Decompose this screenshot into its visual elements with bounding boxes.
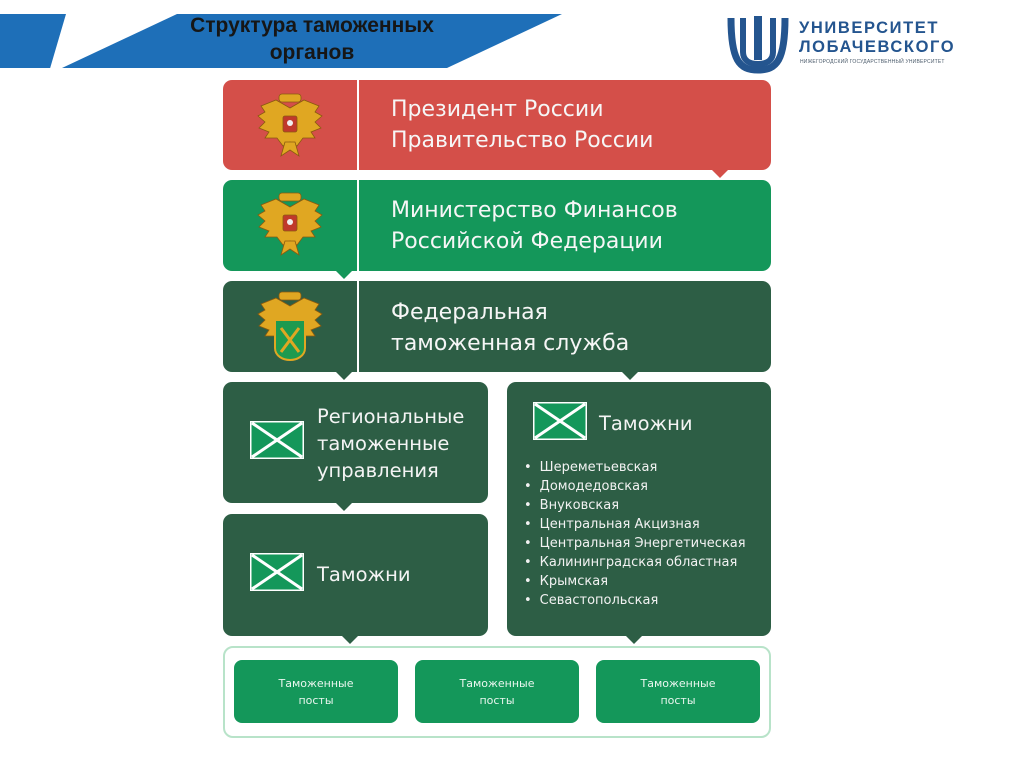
connector-arrow (335, 371, 353, 380)
fts-text (391, 297, 629, 359)
post-line-2: посты (660, 693, 696, 707)
connector-arrow (335, 502, 353, 511)
president-text (391, 94, 653, 156)
regional-line-3: управления (317, 459, 439, 482)
fts-box (223, 281, 771, 372)
list-item: • Крымская (524, 572, 746, 591)
list-item: • Севастопольская (524, 591, 746, 610)
customs-flag-icon (533, 402, 587, 440)
ministry-line-2: Российской Федерации (391, 229, 663, 254)
customs-left-label: Таможни (317, 563, 411, 586)
customs-emblem-icon (255, 290, 325, 362)
regional-line-1: Региональные (317, 405, 465, 428)
president-line-1: Президент России (391, 97, 604, 122)
regional-box (223, 382, 488, 503)
connector-arrow (621, 371, 639, 380)
regional-text (317, 403, 464, 484)
university-logo-icon (727, 12, 789, 74)
ministry-box (223, 180, 771, 271)
logo-line-1: УНИВЕРСИТЕТ (799, 19, 940, 37)
list-item: • Калининградская областная (524, 553, 746, 572)
president-box (223, 80, 771, 170)
list-item: • Центральная Энергетическая (524, 534, 746, 553)
customs-flag-icon (250, 421, 304, 459)
logo-subtitle: НИЖЕГОРОДСКИЙ ГОСУДАРСТВЕННЫЙ УНИВЕРСИТЕТ (800, 59, 945, 65)
customs-post-box (234, 660, 398, 723)
post-line-2: посты (479, 693, 515, 707)
logo-line-2: ЛОБАЧЕВСКОГО (799, 38, 956, 56)
list-item: • Шереметьевская (524, 458, 746, 477)
post-line-1: Таможенные (640, 676, 716, 690)
list-item: • Внуковская (524, 496, 746, 515)
customs-flag-icon (250, 553, 304, 591)
box-divider (357, 80, 359, 170)
connector-arrow (335, 270, 353, 279)
connector-arrow (711, 169, 729, 178)
connector-arrow (625, 635, 643, 644)
customs-post-box (596, 660, 760, 723)
customs-right-box (507, 382, 771, 636)
box-divider (357, 281, 359, 372)
post-line-1: Таможенные (459, 676, 535, 690)
customs-post-box (415, 660, 579, 723)
customs-list (524, 458, 746, 610)
ministry-text (391, 195, 678, 257)
list-item: • Домодедовская (524, 477, 746, 496)
fts-line-1: Федеральная (391, 300, 548, 325)
regional-line-2: таможенные (317, 432, 450, 455)
list-item: • Центральная Акцизная (524, 515, 746, 534)
ministry-line-1: Министерство Финансов (391, 198, 678, 223)
post-line-2: посты (298, 693, 334, 707)
page-title: Структура таможенных органов (190, 14, 434, 64)
president-line-2: Правительство России (391, 128, 654, 153)
post-line-1: Таможенные (278, 676, 354, 690)
customs-left-box (223, 514, 488, 636)
box-divider (357, 180, 359, 271)
coat-of-arms-icon (255, 191, 325, 261)
connector-arrow (341, 635, 359, 644)
customs-right-label: Таможни (599, 412, 693, 435)
coat-of-arms-icon (255, 92, 325, 160)
fts-line-2: таможенная служба (391, 331, 630, 356)
header-accent-shape (0, 14, 66, 68)
